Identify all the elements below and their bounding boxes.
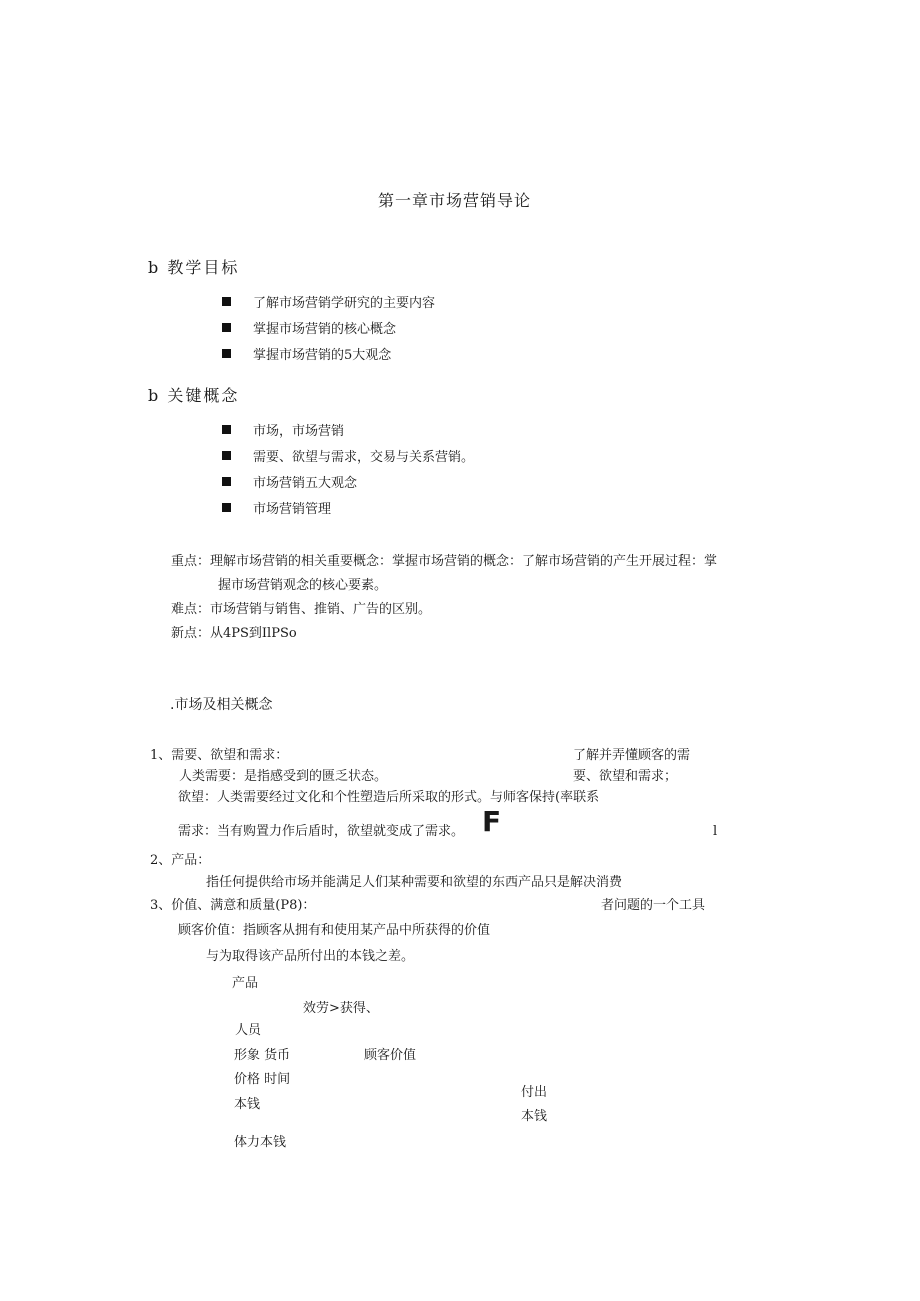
square-bullet-icon: [222, 503, 231, 512]
key-point-line-1: 重点：理解市场营销的相关重要概念：掌握市场营销的概念：了解市场营销的产生开展过程：掌: [171, 554, 718, 569]
diagram-physical-cost: 体力本钱: [234, 1135, 287, 1150]
diagram-image-currency: 形象 货币: [234, 1048, 291, 1063]
list-item: 需要、欲望与需求，交易与关系营销。: [222, 450, 474, 466]
square-bullet-icon: [222, 425, 231, 434]
demand-definition: 需求：当有购置力作后盾时，欲望就变成了需求。: [178, 824, 465, 839]
item-2-label: 2、产品：: [150, 853, 211, 868]
key-point-line-2: 握市场营销观念的核心要素。: [218, 578, 388, 593]
square-bullet-icon: [222, 349, 231, 358]
square-bullet-icon: [222, 323, 231, 332]
section-heading: .市场及相关概念: [170, 697, 273, 713]
square-bullet-icon: [222, 297, 231, 306]
customer-value-line-1: 顾客价值：指顾客从拥有和使用某产品中所获得的价值: [178, 923, 491, 938]
customer-value-line-2: 与为取得该产品所付出的本钱之差。: [206, 949, 415, 964]
list-item: 市场营销五大观念: [222, 476, 357, 492]
difficulty-line: 难点：市场营销与销售、推销、广告的区别。: [171, 602, 432, 617]
stray-glyph-l: l: [713, 824, 718, 839]
list-item: 了解市场营销学研究的主要内容: [222, 296, 435, 312]
side-note-line-1: 了解并弄懂顾客的需: [573, 748, 691, 763]
square-bullet-icon: [222, 477, 231, 486]
item-1-label: 1、需要、欲望和需求：: [150, 748, 289, 763]
list-item: 掌握市场营销的5大观念: [222, 348, 391, 364]
concepts-heading: b 关键概念: [148, 386, 240, 405]
diagram-cost-left: 本钱: [234, 1097, 261, 1112]
page-title: 第一章市场营销导论: [378, 191, 532, 210]
new-point-line: 新点：从4PS到IlPSo: [171, 626, 297, 641]
list-item: 市场，市场营销: [222, 424, 344, 440]
list-item: 掌握市场营销的核心概念: [222, 322, 396, 338]
want-definition: 欲望：人类需要经过文化和个性塑造后所采取的形式。与师客保持(率联系: [178, 790, 600, 805]
stray-glyph-f: F: [482, 805, 502, 838]
diagram-personnel: 人员: [235, 1023, 262, 1038]
side-note-line-2: 要、欲望和需求；: [573, 769, 678, 784]
product-description: 指任何提供给市场并能满足人们某种需要和欲望的东西产品只是解决消费: [206, 875, 623, 890]
item-3-label: 3、价值、满意和质量(P8)：: [150, 898, 316, 913]
human-need-definition: 人类需要：是指感受到的匮乏状态。: [179, 769, 388, 784]
diagram-pay: 付出: [521, 1085, 548, 1100]
diagram-service-gain: 效劳>获得、: [303, 1001, 379, 1016]
list-item: 市场营销管理: [222, 502, 331, 518]
diagram-cost-right: 本钱: [521, 1109, 548, 1124]
product-note: 者问题的一个工具: [601, 898, 706, 913]
objectives-heading: b 教学目标: [148, 258, 240, 277]
diagram-product: 产品: [232, 976, 259, 991]
diagram-price-time: 价格 时间: [234, 1072, 291, 1087]
diagram-customer-value: 顾客价值: [364, 1048, 417, 1063]
square-bullet-icon: [222, 451, 231, 460]
